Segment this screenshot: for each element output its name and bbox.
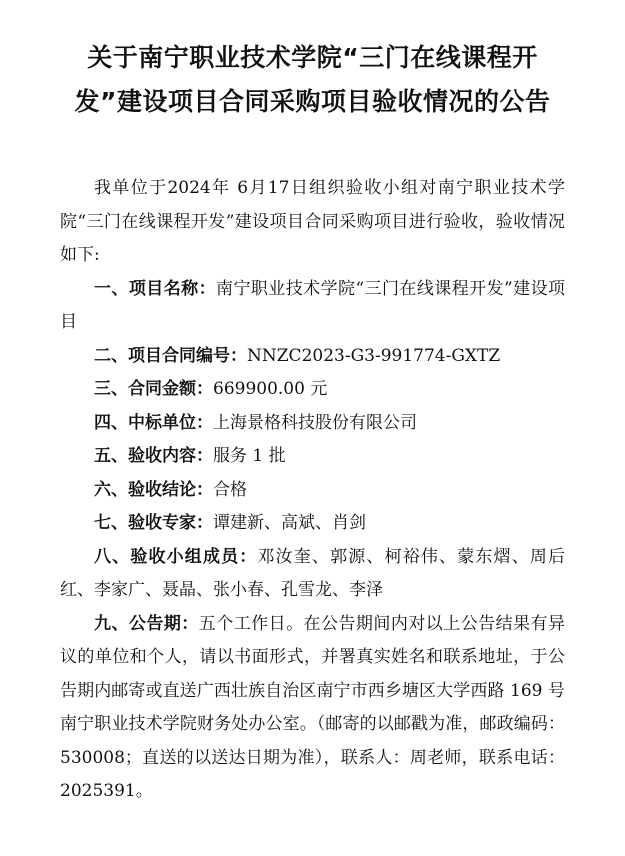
item-contract-number [60, 340, 565, 374]
item-team-members [60, 541, 565, 608]
item-label: 九、公告期： [94, 613, 199, 634]
item-project-name [60, 273, 565, 340]
item-winning-bidder [60, 407, 565, 441]
item-contract-amount [60, 373, 565, 407]
intro-paragraph: 我单位于2024年 6月17日组织验收小组对南宁职业技术学院“三门在线课程开发”建设项目合同采购项目进行验收，验收情况如下: [60, 178, 565, 265]
item-value: 上海景格科技股份有限公司 [213, 412, 417, 433]
item-value: 五个工作日。在公告期间内对以上公告结果有异议的单位和个人，请以书面形式，并署真实姓名和联系地址，于公告期内邮寄或直送广西壮族自治区南宁市西乡塘区大学西路 169 号南宁职业技术学院财务处办公室。（邮寄的以邮戳为准，邮政编码：530008；直送的以送达日期为准），联系人：周老师，联系电话：2025391。 [60, 613, 566, 801]
document-body [60, 172, 565, 809]
item-acceptance-content [60, 440, 565, 474]
item-label: 三、合同金额： [94, 379, 213, 399]
item-value: 邓汝奎、郭源、柯裕伟、蒙东熠、周后红、李家广、聂晶、张小春、孔雪龙、李泽 [60, 546, 566, 600]
item-label: 六、验收结论： [94, 479, 213, 500]
item-label: 八、验收小组成员： [94, 546, 258, 567]
title-line-2: 发”建设项目合同采购项目验收情况的公告 [74, 87, 551, 116]
item-announcement-period [60, 608, 565, 809]
item-value: 服务 1 批 [213, 446, 286, 466]
item-value: 谭建新、高斌、肖剑 [213, 513, 366, 533]
item-label: 七、验收专家： [94, 513, 213, 533]
title-line-1: 关于南宁职业技术学院“三门在线课程开 [87, 43, 538, 72]
item-label: 一、项目名称： [94, 278, 217, 299]
item-acceptance-conclusion [60, 474, 565, 508]
item-value: 合格 [213, 479, 247, 500]
item-label: 五、验收内容： [94, 446, 213, 466]
item-value: 南宁职业技术学院“三门在线课程开发”建设项目 [60, 278, 565, 332]
document-title [40, 36, 585, 124]
item-value: 669900.00 元 [213, 379, 328, 399]
item-value: NNZC2023-G3-991774-GXTZ [247, 345, 501, 366]
item-acceptance-experts [60, 507, 565, 541]
item-label: 四、中标单位： [94, 412, 213, 433]
item-label: 二、项目合同编号： [94, 345, 247, 366]
